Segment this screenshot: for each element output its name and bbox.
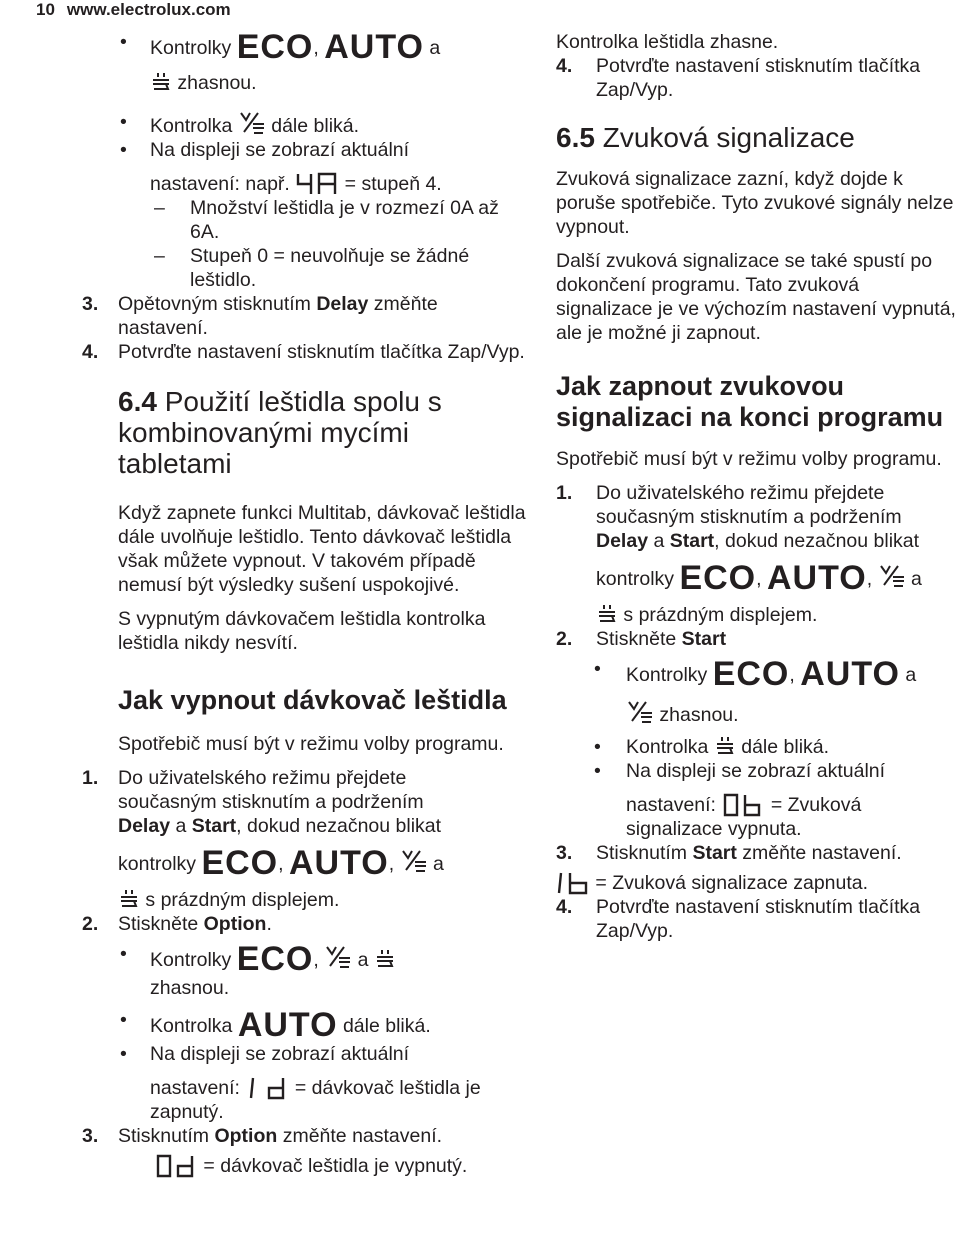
step-4: 4. Potvrďte nastavení stisknutím tlačítka Zap/Vyp.	[556, 896, 921, 942]
subheading: Jak zapnout zvukovou signalizaci na konci programu	[556, 371, 944, 432]
paragraph: Zvuková signalizace zazní, když dojde k poruše spotřebiče. Tyto zvukové signály nelze vypnout.	[556, 168, 954, 238]
page-number: 10	[36, 0, 55, 19]
list-item: = Zvuková signalizace zapnuta.	[556, 871, 956, 895]
auto-indicator: AUTO	[288, 844, 389, 882]
rinse-aid-icon	[118, 888, 140, 910]
auto-indicator: AUTO	[237, 1006, 338, 1044]
paragraph: Spotřebič musí být v režimu volby programu.	[556, 448, 942, 470]
subheading: Jak vypnout dávkovač leštidla	[118, 685, 507, 715]
list-item: • Na displeji se zobrazí aktuální nastavení: = dávkovač leštidla je zapnutý.	[82, 1042, 528, 1124]
step-3: 3. Opětovným stisknutím Delay změňte nastavení.	[82, 293, 438, 339]
eco-indicator: ECO	[712, 655, 790, 693]
step-3: 3. Stisknutím Option změňte nastavení.	[82, 1125, 443, 1147]
list-item: = dávkovač leštidla je vypnutý.	[154, 1154, 528, 1178]
paragraph: Další zvuková signalizace se také spustí po dokončení programu. Tato zvuková signalizace je ve výchozím nastavení vypnutá, ale je možné ji zapnout.	[556, 250, 956, 344]
salt-rinse-icon	[626, 699, 654, 725]
step-2: 2. Stiskněte Start	[556, 628, 727, 650]
salt-rinse-icon	[400, 848, 428, 874]
right-column	[556, 30, 956, 943]
auto-indicator: AUTO	[766, 559, 867, 597]
auto-indicator: AUTO	[324, 28, 424, 66]
left-column	[82, 28, 528, 1178]
display-0d	[154, 1154, 198, 1178]
eco-indicator: ECO	[236, 28, 314, 66]
display-0b	[721, 793, 765, 817]
display-1d	[245, 1076, 289, 1100]
rinse-aid-icon	[596, 603, 618, 625]
rinse-aid-icon	[374, 948, 396, 970]
list-item: • Kontrolka dále bliká.	[594, 736, 830, 758]
paragraph: Kontrolka leštidla zhasne.	[556, 31, 779, 53]
page-header	[0, 0, 231, 20]
eco-indicator: ECO	[679, 559, 757, 597]
paragraph: S vypnutým dávkovačem leštidla kontrolka leštidla nikdy nesvítí.	[118, 608, 486, 654]
list-item: • Kontrolky ECO, a zhasnou.	[82, 942, 528, 1000]
header-url: www.electrolux.com	[66, 0, 231, 19]
list-item: • Kontrolky ECO, AUTO a zhasnou.	[82, 30, 528, 102]
section-heading-6-4: 6.4 Použití leštidla spolu s kombinovanými mycími tabletami	[118, 386, 442, 479]
list-item: • Na displeji se zobrazí aktuální nastavení: např. = stupeň 4.	[82, 138, 528, 196]
step-1: 1. Do uživatelského režimu přejdete současným stisknutím a podržením Delay a Start, dokud nezačnou blikat kontrolky ECO, AUTO, a s prázdným displejem.	[82, 767, 444, 911]
eco-indicator: ECO	[201, 844, 279, 882]
step-4: 4. Potvrďte nastavení stisknutím tlačítka Zap/Vyp.	[556, 55, 921, 101]
step-1: 1. Do uživatelského režimu přejdete současným stisknutím a podržením Delay a Start, dokud nezačnou blikat kontrolky ECO, AUTO, a s prázdným displejem.	[556, 482, 922, 626]
salt-rinse-icon	[324, 944, 352, 970]
list-item: • Na displeji se zobrazí aktuální nastavení: = Zvuková signalizace vypnuta.	[594, 760, 886, 840]
section-heading-6-5: 6.5 Zvuková signalizace	[556, 122, 855, 153]
auto-indicator: AUTO	[800, 655, 900, 693]
list-item: • Kontrolka dále bliká.	[82, 110, 528, 138]
list-item: – Množství leštidla je v rozmezí 0A až 6A.	[82, 196, 528, 244]
salt-rinse-icon	[238, 110, 266, 136]
list-item: – Stupeň 0 = neuvolňuje se žádné leštidlo.	[82, 244, 528, 292]
salt-rinse-icon	[878, 563, 906, 589]
step-3: 3. Stisknutím Start změňte nastavení.	[556, 842, 902, 864]
paragraph: Když zapnete funkci Multitab, dávkovač leštidla dále uvolňuje leštidlo. Tento dávkovač leštidla však můžete vypnout. V takovém případě nemusí být výsledky sušení uspokojivé.	[118, 502, 526, 596]
step-2: 2. Stiskněte Option.	[82, 913, 272, 935]
display-4a	[295, 172, 339, 196]
eco-indicator: ECO	[236, 940, 314, 978]
rinse-aid-icon	[150, 71, 172, 93]
paragraph: Spotřebič musí být v režimu volby programu.	[118, 733, 504, 755]
step-4: 4. Potvrďte nastavení stisknutím tlačítka Zap/Vyp.	[82, 341, 525, 363]
list-item: • Kontrolky ECO, AUTO a zhasnou.	[594, 655, 917, 726]
rinse-aid-icon	[714, 735, 736, 757]
list-item: • Kontrolka AUTO dále bliká.	[82, 1008, 528, 1042]
display-1b	[556, 871, 590, 895]
